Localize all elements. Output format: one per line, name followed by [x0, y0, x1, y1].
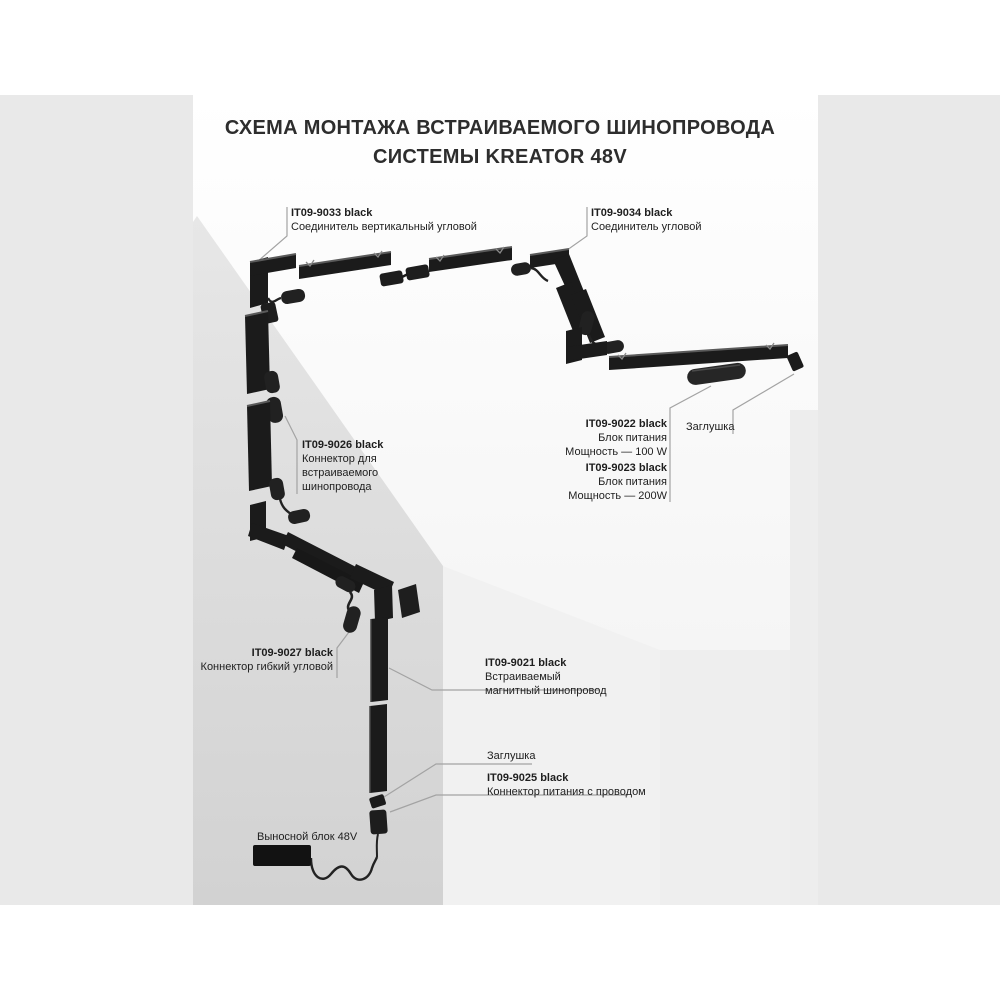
label-9023: IT09-9023 black Блок питания Мощность — 200W	[568, 462, 667, 503]
page-title	[193, 114, 807, 172]
label-remote-block: Выносной блок 48V	[257, 831, 358, 843]
title-line-1: СХЕМА МОНТАЖА ВСТРАИВАЕМОГО ШИНОПРОВОДА	[224, 117, 776, 139]
power-connector-9025	[369, 809, 388, 834]
label-9033: IT09-9033 black Соединитель вертикальный угловой	[291, 207, 477, 234]
label-zaglushka-top: Заглушка	[686, 421, 735, 433]
label-9026: IT09-9026 black Коннектор для встраиваемого шинопровода	[302, 439, 384, 494]
label-9022: IT09-9022 black Блок питания Мощность — 100 W	[565, 418, 667, 459]
track-segment-vertical-2	[247, 401, 272, 491]
remote-power-block	[253, 845, 311, 866]
title-line-2: СИСТЕМЫ KREATOR 48V	[372, 146, 627, 168]
label-zaglushka-bottom: Заглушка	[487, 750, 536, 762]
label-9034: IT09-9034 black Соединитель угловой	[591, 207, 702, 234]
label-9027: IT09-9027 black Коннектор гибкий угловой	[200, 647, 333, 674]
right-column-shade	[790, 410, 818, 905]
track-segment-vertical-3	[371, 617, 388, 702]
label-9025: IT09-9025 black Коннектор питания с проводом	[487, 772, 646, 799]
track-segment-vertical-4	[370, 704, 387, 793]
label-9021: IT09-9021 black Встраиваемый магнитный шинопровод	[485, 657, 607, 698]
